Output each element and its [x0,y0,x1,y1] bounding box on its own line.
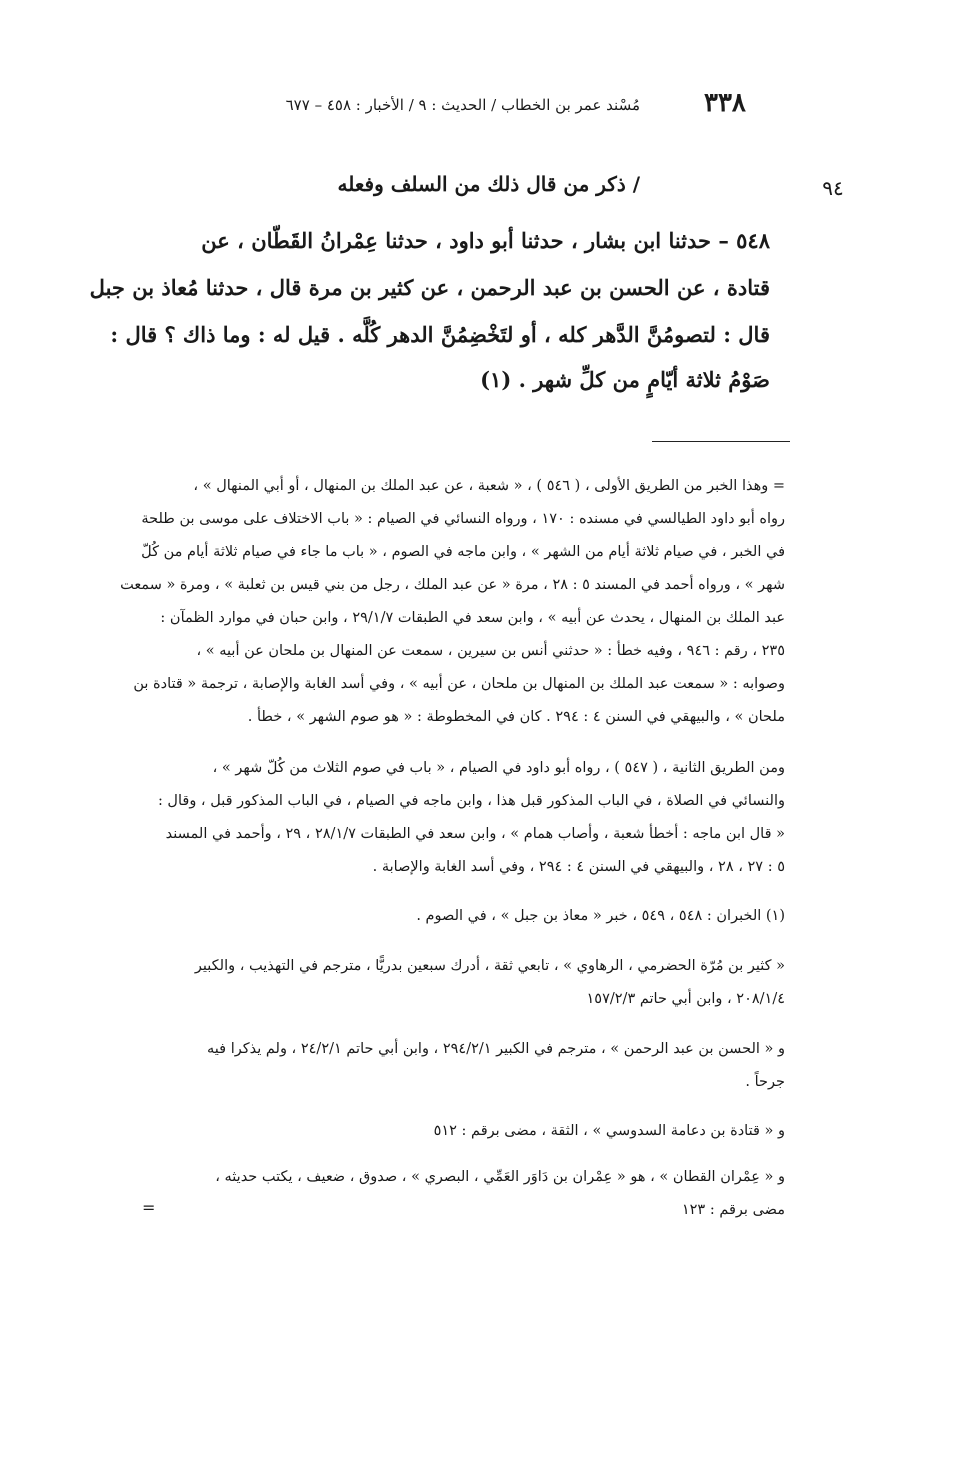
running-head: مُسْند عمر بن الخطاب / الحديث : ٩ / الأخبار : ٤٥٨ – ٦٧٧ [285,96,640,114]
footnote-line: عبد الملك بن المنهال ، يحدث عن أبيه » ، وابن سعد في الطبقات ٢٩/١/٧ ، وابن حبان في موارد الظمآن : [160,610,785,626]
footnote-line: في الخبر ، في صيام ثلاثة أيام من الشهر » ، وابن ماجه في الصوم ، « باب ما جاء في صيام ثلاثة أيام من كُلّ [141,544,785,560]
footnote-line: « قال ابن ماجه : أخطأ شعبة ، وأصاب همام » ، وابن سعد في الطبقات ٢٨/١/٧ ، ٢٩ ، وأحمد في المسند [165,826,785,842]
rijal-line: مضى برقم : ١٢٣ [681,1202,785,1218]
page-number: ٣٣٨ [704,88,746,118]
footnote-line: شهر » ، ورواه أحمد في المسند ٥ : ٢٨ ، مرة « عن عبد الملك ، رجل من بني قيس بن ثعلبة » ، ومرة « سمعت [120,577,785,593]
margin-number: ٩٤ [822,176,844,200]
footnote-1: (١) الخبران : ٥٤٨ ، ٥٤٩ ، خبر « معاذ بن جبل » ، في الصوم . [416,908,785,924]
footnote-line: والنسائي في الصلاة ، في الباب المذكور قبل هذا ، وابن ماجه في الصيام ، في الباب المذكور قبل ، وقال : [157,793,785,809]
footnote-separator [652,441,790,442]
hadith-line: ٥٤٨ – حدثنا ابن بشار ، حدثنا أبو داود ، حدثنا عِمْرانُ القَطّان ، عن [201,228,770,253]
rijal-line: جرحاً . [745,1074,785,1090]
rijal-line: و « قتادة بن دعامة السدوسي » ، الثقة ، مضى برقم : ٥١٢ [433,1123,785,1139]
footnote-line: ومن الطريق الثانية ، ( ٥٤٧ ) ، رواه أبو داود في الصيام ، « باب في صوم الثلاث من كُلّ شهر » ، [212,760,785,776]
footnote-line: ملحان » ، والبيهقي في السنن ٤ : ٢٩٤ . كان في المخطوطة : « هو صوم الشهر » ، خطأ . [247,709,785,725]
footnote-line: ٢٣٥ ، رقم : ٩٤٦ ، وفيه خطأ : « حدثني أنس بن سيرين ، سمعت عن المنهال بن ملحان عن أبيه » ، [196,643,785,659]
hadith-line: قال : لتصومُنَّ الدَّهر كله ، أو لتَخْضِمُنَّ الدهر كُلَّه . قيل له : وما ذاك ؟ قال : [110,322,770,347]
footnote-line: وصوابه : « سمعت عبد الملك بن المنهال بن ملحان ، عن أبيه » ، وفي أسد الغابة والإصابة ، ترجمة « قتادة بن [133,676,785,692]
rijal-line: ٢٠٨/١/٤ ، وابن أبي حاتم ١٥٧/٢/٣ [586,991,785,1007]
continuation-mark: = [142,1198,156,1217]
rijal-line: و « عِمْران القطان » ، هو « عِمْران بن دَاوَر العَمِّي ، البصري » ، صدوق ، ضعيف ، يكتب حديثه ، [215,1169,785,1185]
hadith-line: قتادة ، عن الحسن بن عبد الرحمن ، عن كثير بن مرة قال ، حدثنا مُعاذ بن جبل [89,275,770,300]
footnote-line: ٥ : ٢٧ ، ٢٨ ، والبيهقي في السنن ٤ : ٢٩٤ ، وفي أسد الغابة والإصابة . [372,859,785,875]
rijal-line: و « الحسن بن عبد الرحمن » ، مترجم في الكبير ٢٩٤/٢/١ ، وابن أبي حاتم ٢٤/٢/١ ، ولم يذكرا فيه [207,1041,785,1057]
footnote-line: = وهذا الخبر من الطريق الأولى ، ( ٥٤٦ ) ، « شعبة ، عن عبد الملك بن المنهال ، أو أبي المنهال » ، [193,478,785,494]
hadith-line: صَوْمُ ثلاثة أيّامٍ من كلِّ شهر . (١) [480,367,770,392]
rijal-line: « كثير بن مُرّة الحضرمي ، الرهاوي » ، تابعي ثقة ، أدرك سبعين بدريًّا ، مترجم في التهذيب ، والكبير [194,958,785,974]
section-heading: / ذكر من قال ذلك من السلف وفعله [337,172,640,196]
footnote-line: رواه أبو داود الطيالسي في مسنده : ١٧٠ ، ورواه النسائي في الصيام : « باب الاختلاف على موسى بن طلحة [141,511,785,527]
